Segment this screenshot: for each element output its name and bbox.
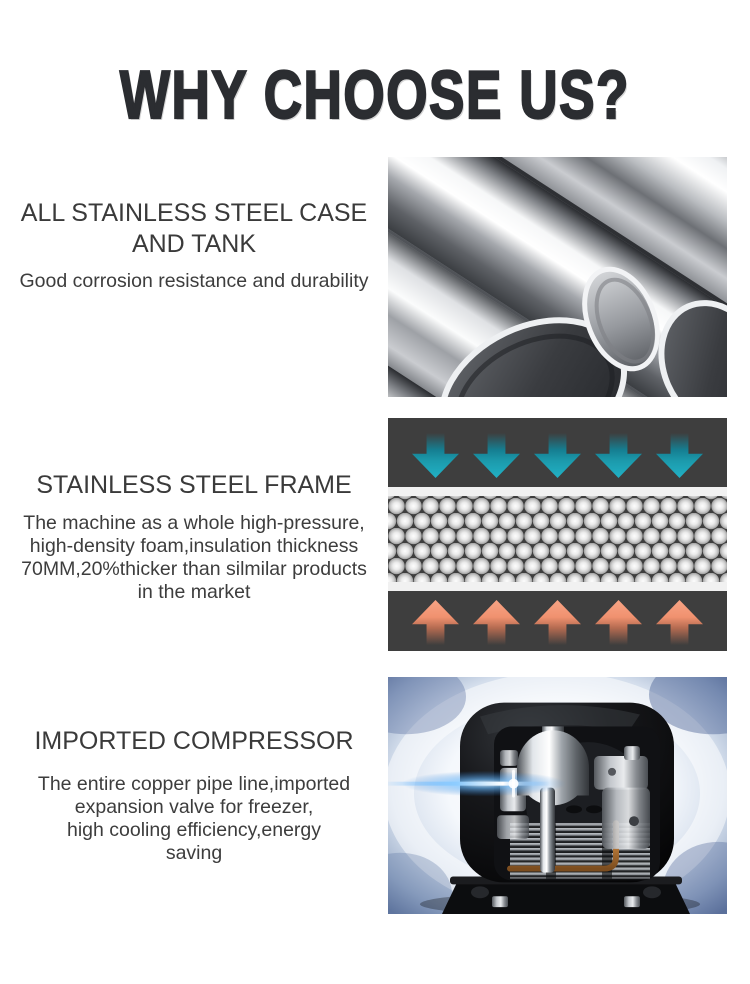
body-line: Good corrosion resistance and durability [19,270,369,292]
body-line: high-density foam,insulation thickness [29,534,359,557]
section-stainless-steel-frame [0,470,388,604]
steel-tubes-illustration [388,157,727,397]
heading-line: IMPORTED COMPRESSOR [34,727,354,755]
insulation-panel [388,418,727,651]
section-body [6,773,382,865]
heading-line: AND TANK [131,229,257,258]
pressure-arrows-bottom [388,591,727,651]
insulation-wall-bottom [388,582,727,591]
stainless-steel-tubes-image [388,157,727,397]
up-arrow-icon [412,600,459,645]
up-arrow-icon [595,600,642,645]
body-line: in the market [137,580,251,603]
section-body [6,512,382,604]
pressure-arrows-top [388,418,727,487]
body-line: The machine as a whole high-pressure, [23,511,365,534]
section-heading [6,726,382,757]
body-line: high cooling efficiency,energy [66,818,322,841]
down-arrow-icon [473,433,520,478]
page-title: WHY CHOOSE US? [119,57,631,133]
insulation-wall-top [388,487,727,496]
section-imported-compressor [0,726,388,865]
body-line: saving [165,841,223,864]
foam-balls-layer [388,496,727,582]
down-arrow-icon [412,433,459,478]
section-body [6,270,382,293]
section-stainless-steel-case [0,198,388,293]
down-arrow-icon [595,433,642,478]
compressor-cutaway-illustration [388,677,727,914]
down-arrow-icon [656,433,703,478]
body-line: The entire copper pipe line,imported [37,772,351,795]
down-arrow-icon [534,433,581,478]
section-heading [6,198,382,259]
up-arrow-icon [534,600,581,645]
heading-line: STAINLESS STEEL FRAME [36,471,352,499]
section-heading [6,470,382,501]
up-arrow-icon [473,600,520,645]
body-line: expansion valve for freezer, [74,795,314,818]
page-header [0,56,750,134]
body-line: 70MM,20%thicker than silmilar products [21,557,367,580]
up-arrow-icon [656,600,703,645]
heading-line: ALL STAINLESS STEEL CASE [20,199,368,227]
foam-insulation-diagram [388,418,727,651]
compressor-image [388,677,727,914]
